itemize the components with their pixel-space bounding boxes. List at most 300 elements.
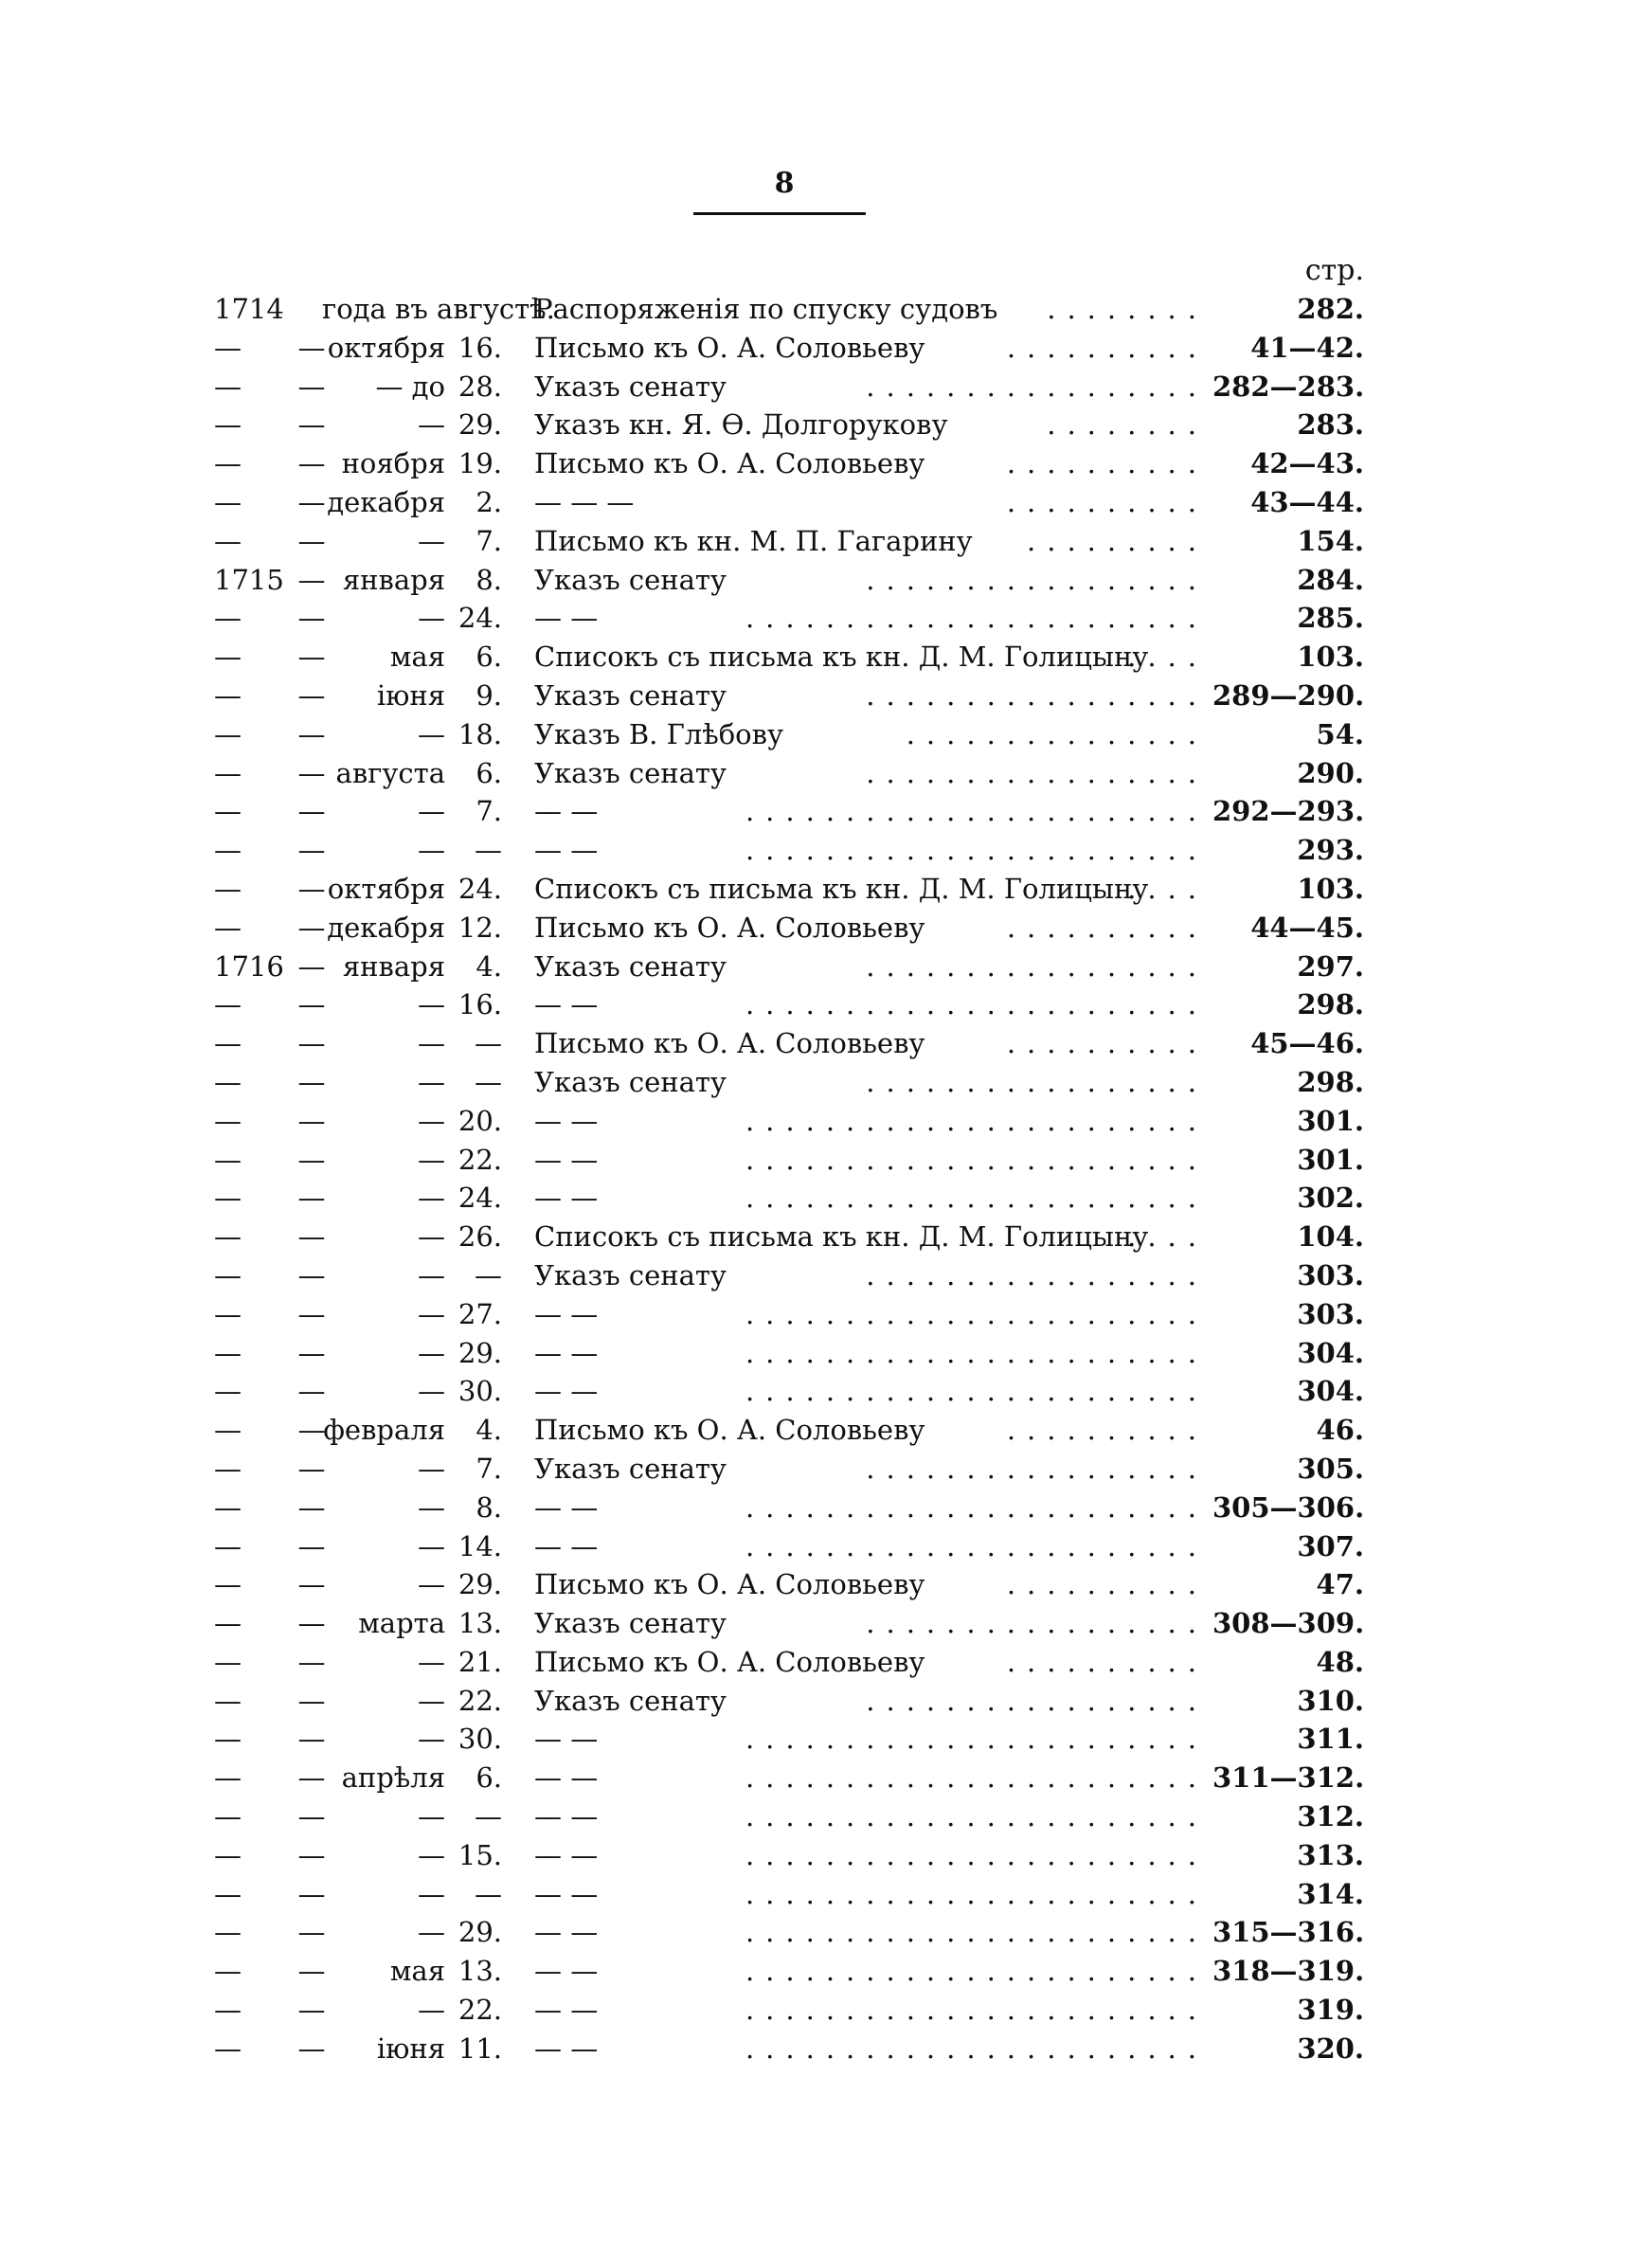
entry-title: — —: [534, 1994, 599, 2027]
entry-leader-dots: ....: [1127, 641, 1208, 674]
entry-month: —: [418, 1838, 445, 1871]
entry-day: 14.: [458, 1529, 502, 1562]
entry-month: іюня: [376, 678, 445, 712]
entry-day: 8.: [476, 563, 502, 596]
entry-page-ref: 154.: [1297, 524, 1364, 557]
toc-row: [0, 831, 1652, 870]
entry-title: Письмо къ О. А. Соловьеву: [534, 1645, 925, 1678]
entry-title: — —: [534, 1838, 599, 1871]
entry-page-ref: 44—45.: [1250, 911, 1364, 944]
entry-month: —: [418, 1182, 445, 1215]
entry-day: 6.: [476, 641, 502, 674]
entry-page-ref: 283.: [1297, 408, 1364, 442]
entry-day: —: [475, 834, 502, 867]
entry-day: 27.: [458, 1297, 502, 1330]
entry-leader-dots: ..........: [1006, 447, 1208, 480]
entry-year: —: [214, 370, 242, 403]
entry-year-ditto: —: [297, 1027, 326, 1060]
entry-page-ref: 282.: [1297, 293, 1364, 325]
entry-title: Указъ сенату: [534, 563, 727, 596]
entry-leader-dots: .................: [866, 1452, 1208, 1485]
toc-row: [0, 329, 1652, 368]
entry-title: Письмо къ О. А. Соловьеву: [534, 447, 925, 480]
entry-day: 24.: [458, 872, 502, 905]
entry-title: Письмо къ О. А. Соловьеву: [534, 1027, 925, 1060]
entry-leader-dots: .......................: [745, 1375, 1208, 1408]
entry-month: —: [418, 1645, 445, 1678]
toc-row: [0, 909, 1652, 948]
entry-day: 8.: [476, 1490, 502, 1524]
entry-year-ditto: —: [297, 1838, 326, 1871]
toc-row: [0, 1489, 1652, 1527]
entry-year-ditto: —: [297, 1645, 326, 1678]
toc-row: [0, 1218, 1652, 1256]
entry-year-ditto: —: [297, 1336, 326, 1369]
entry-year: —: [214, 1220, 242, 1254]
entry-year: —: [214, 1143, 242, 1176]
entry-page-ref: 308—309.: [1212, 1607, 1365, 1640]
entry-day: 22.: [458, 1994, 502, 2027]
entry-year-ditto: —: [297, 795, 326, 828]
entry-year: —: [214, 1414, 242, 1447]
entry-title: Указъ сенату: [534, 678, 727, 712]
page-column-header: стр.: [1304, 254, 1364, 287]
entry-month: декабря: [327, 485, 445, 518]
entry-year-ditto: —: [297, 949, 326, 983]
entry-leader-dots: .......................: [745, 602, 1208, 635]
entry-month: февраля: [323, 1414, 445, 1447]
entry-year-ditto: —: [297, 1568, 326, 1601]
entry-page-ref: 285.: [1297, 602, 1364, 635]
entry-title: Письмо къ кн. М. П. Гагарину: [534, 524, 973, 557]
entry-year-ditto: —: [297, 911, 326, 944]
entry-year-ditto: —: [297, 2031, 326, 2065]
entry-leader-dots: ..........: [1006, 485, 1208, 518]
toc-row: [0, 1797, 1652, 1836]
entry-day: 24.: [458, 602, 502, 635]
entry-month: декабря: [327, 911, 445, 944]
entry-year: —: [214, 1490, 242, 1524]
entry-year-ditto: —: [297, 1607, 326, 1640]
entry-page-ref: 301.: [1297, 1143, 1364, 1176]
entry-year: —: [214, 678, 242, 712]
entry-title: Указъ кн. Я. Ѳ. Долгорукову: [534, 408, 948, 442]
entry-month: —: [418, 1490, 445, 1524]
entry-day: —: [475, 1800, 502, 1833]
entry-leader-dots: .......................: [745, 1723, 1208, 1756]
entry-page-ref: 293.: [1297, 834, 1364, 867]
entry-title: — —: [534, 795, 599, 828]
entry-leader-dots: .................: [866, 949, 1208, 983]
entry-month: ноября: [341, 447, 445, 480]
entry-year: —: [214, 524, 242, 557]
entry-leader-dots: .......................: [745, 1877, 1208, 1910]
entry-year-ditto: —: [297, 1800, 326, 1833]
entry-page-ref: 320.: [1297, 2031, 1364, 2065]
entry-page-ref: 298.: [1297, 988, 1364, 1021]
entry-leader-dots: ..........: [1006, 1645, 1208, 1678]
entry-page-ref: 303.: [1297, 1297, 1364, 1330]
entry-month: —: [418, 1723, 445, 1756]
entry-page-ref: 313.: [1297, 1838, 1364, 1871]
entry-page-ref: 311—312.: [1212, 1761, 1365, 1795]
entry-page-ref: 282—283.: [1212, 370, 1365, 403]
entry-year-ditto: —: [297, 408, 326, 442]
entry-month: октября: [327, 331, 445, 364]
entry-year-ditto: —: [297, 1490, 326, 1524]
entry-month: января: [342, 563, 445, 596]
entry-month: —: [418, 1336, 445, 1369]
entry-page-ref: 43—44.: [1250, 485, 1364, 518]
entry-leader-dots: .................: [866, 678, 1208, 712]
toc-row: [0, 948, 1652, 986]
toc-row: [0, 1720, 1652, 1759]
toc-row: [0, 444, 1652, 483]
toc-row: [0, 1759, 1652, 1797]
entry-title: — —: [534, 1800, 599, 1833]
entry-page-ref: 305.: [1297, 1452, 1364, 1485]
entry-day: 28.: [458, 370, 502, 403]
entry-leader-dots: .......................: [745, 988, 1208, 1021]
entry-day: 30.: [458, 1375, 502, 1408]
entry-title: — —: [534, 1529, 599, 1562]
entry-day: 6.: [476, 1761, 502, 1795]
entry-month: —: [418, 1143, 445, 1176]
entry-month: —: [418, 602, 445, 635]
entry-page-ref: 311.: [1297, 1723, 1364, 1756]
entry-day: 9.: [476, 678, 502, 712]
entry-leader-dots: .......................: [745, 1916, 1208, 1949]
entry-year: —: [214, 1994, 242, 2027]
entry-year: —: [214, 834, 242, 867]
entry-year: —: [214, 1529, 242, 1562]
entry-month: марта: [358, 1607, 445, 1640]
toc-row: [0, 1565, 1652, 1604]
toc-row: [0, 1991, 1652, 2030]
entry-title: Указъ сенату: [534, 756, 727, 789]
toc-row: [0, 638, 1652, 677]
entry-leader-dots: ..........: [1006, 1568, 1208, 1601]
entry-title: Распоряженія по спуску судовъ: [534, 293, 998, 325]
toc-row: [0, 599, 1652, 638]
entry-day: 4.: [476, 1414, 502, 1447]
entry-leader-dots: .......................: [745, 1104, 1208, 1137]
entry-year-ditto: —: [297, 834, 326, 867]
entry-leader-dots: .......................: [745, 1838, 1208, 1871]
toc-row: [0, 792, 1652, 831]
entry-year-ditto: —: [297, 1452, 326, 1485]
entry-leader-dots: .................: [866, 370, 1208, 403]
toc-row: [0, 1179, 1652, 1218]
toc-row: [0, 406, 1652, 444]
entry-leader-dots: .......................: [745, 795, 1208, 828]
entry-year: —: [214, 1027, 242, 1060]
entry-month: —: [418, 1258, 445, 1291]
entry-day: 2.: [476, 485, 502, 518]
entry-page-ref: 46.: [1316, 1414, 1364, 1447]
entry-year: —: [214, 1297, 242, 1330]
entry-day: 21.: [458, 1645, 502, 1678]
entry-title: Указъ сенату: [534, 949, 727, 983]
entry-leader-dots: ..........: [1006, 1027, 1208, 1060]
toc-row: [0, 1836, 1652, 1875]
entry-page-ref: 42—43.: [1250, 447, 1364, 480]
entry-month: іюня: [376, 2031, 445, 2065]
entry-page-ref: 304.: [1297, 1375, 1364, 1408]
entry-day: 29.: [458, 1568, 502, 1601]
toc-row: [0, 1295, 1652, 1334]
entry-year: —: [214, 911, 242, 944]
entry-year-ditto: —: [297, 563, 326, 596]
entry-month: —: [418, 1800, 445, 1833]
entry-year: 1715: [214, 563, 284, 596]
entry-page-ref: 41—42.: [1250, 331, 1364, 364]
entry-page-ref: 292—293.: [1212, 795, 1365, 828]
entry-title: — —: [534, 1182, 599, 1215]
entry-year: —: [214, 1452, 242, 1485]
entry-month: —: [418, 408, 445, 442]
toc-row: [0, 1063, 1652, 1102]
entry-month: апрѣля: [341, 1761, 445, 1795]
entry-page-ref: 301.: [1297, 1104, 1364, 1137]
entry-month: —: [418, 524, 445, 557]
toc-row: [0, 1141, 1652, 1180]
toc-row: [0, 1450, 1652, 1489]
toc-row: [0, 677, 1652, 715]
entry-leader-dots: .......................: [745, 2031, 1208, 2065]
entry-page-ref: 314.: [1297, 1877, 1364, 1910]
entry-page-ref: 48.: [1316, 1645, 1364, 1678]
entry-year: —: [214, 1258, 242, 1291]
entry-year: —: [214, 717, 242, 750]
entry-year-ditto: —: [297, 1723, 326, 1756]
entry-page-ref: 318—319.: [1212, 1955, 1365, 1988]
entry-month: —: [418, 1877, 445, 1910]
toc-row: [0, 1952, 1652, 1991]
entry-title: Указъ сенату: [534, 1258, 727, 1291]
entry-title: — —: [534, 1916, 599, 1949]
entry-year: —: [214, 408, 242, 442]
entry-leader-dots: ........: [1047, 293, 1208, 325]
entry-year-ditto: —: [297, 641, 326, 674]
entry-page-ref: 104.: [1297, 1220, 1364, 1254]
toc-row: [0, 985, 1652, 1024]
entry-leader-dots: .......................: [745, 834, 1208, 867]
toc-row: [0, 1372, 1652, 1411]
entry-page-ref: 319.: [1297, 1994, 1364, 2027]
entry-year: —: [214, 602, 242, 635]
entry-month: января: [342, 949, 445, 983]
entry-title: — —: [534, 1375, 599, 1408]
entry-title: — —: [534, 1143, 599, 1176]
entry-year-ditto: —: [297, 1414, 326, 1447]
toc-row: [0, 2030, 1652, 2068]
entry-day: —: [475, 1877, 502, 1910]
entry-day: 15.: [458, 1838, 502, 1871]
entry-title: Письмо къ О. А. Соловьеву: [534, 1414, 925, 1447]
entry-year-ditto: —: [297, 1877, 326, 1910]
toc-row: [0, 1256, 1652, 1295]
entry-year: —: [214, 795, 242, 828]
toc-row: [0, 561, 1652, 600]
toc-row: [0, 1643, 1652, 1682]
entry-leader-dots: .................: [866, 1065, 1208, 1098]
entry-month: года въ августѣ.: [322, 293, 555, 325]
entry-title: Письмо къ О. А. Соловьеву: [534, 331, 925, 364]
entry-month: —: [418, 1529, 445, 1562]
entry-year: —: [214, 1375, 242, 1408]
entry-month: —: [418, 795, 445, 828]
entry-title: Указъ сенату: [534, 1452, 727, 1485]
entry-page-ref: 47.: [1316, 1568, 1364, 1601]
entry-month: мая: [389, 641, 445, 674]
entry-title: Указъ сенату: [534, 370, 727, 403]
entry-year: —: [214, 1916, 242, 1949]
entry-leader-dots: ..........: [1006, 911, 1208, 944]
entry-page-ref: 302.: [1297, 1182, 1364, 1215]
entry-month: —: [418, 1104, 445, 1137]
toc-row: [0, 1411, 1652, 1450]
entry-year: —: [214, 1800, 242, 1833]
entry-day: 7.: [476, 524, 502, 557]
entry-title: — —: [534, 988, 599, 1021]
entry-day: 13.: [458, 1607, 502, 1640]
entry-title: — —: [534, 834, 599, 867]
entry-leader-dots: ........: [1047, 408, 1208, 442]
entry-day: 29.: [458, 1916, 502, 1949]
entry-month: —: [418, 1027, 445, 1060]
entry-day: 26.: [458, 1220, 502, 1254]
entry-page-ref: 290.: [1297, 756, 1364, 789]
entry-year: —: [214, 756, 242, 789]
toc-row: [0, 1875, 1652, 1914]
entry-month: августа: [335, 756, 445, 789]
entry-year: —: [214, 1065, 242, 1098]
entry-leader-dots: .......................: [745, 1800, 1208, 1833]
entry-year-ditto: —: [297, 1182, 326, 1215]
entry-year-ditto: —: [297, 1529, 326, 1562]
entry-title: Указъ сенату: [534, 1607, 727, 1640]
page-number-rule: [693, 212, 866, 215]
entry-leader-dots: .......................: [745, 1955, 1208, 1988]
toc-row: [0, 1682, 1652, 1721]
entry-day: —: [475, 1065, 502, 1098]
entry-year-ditto: —: [297, 1104, 326, 1137]
entry-day: —: [475, 1258, 502, 1291]
entry-page-ref: 45—46.: [1250, 1027, 1364, 1060]
entry-month: —: [418, 1994, 445, 2027]
entry-leader-dots: .......................: [745, 1529, 1208, 1562]
toc-list: [0, 290, 1652, 2068]
entry-day: 16.: [458, 331, 502, 364]
entry-year-ditto: —: [297, 1375, 326, 1408]
entry-day: 7.: [476, 795, 502, 828]
entry-title: — —: [534, 1297, 599, 1330]
entry-title: — —: [534, 1723, 599, 1756]
entry-year: —: [214, 988, 242, 1021]
entry-year-ditto: —: [297, 602, 326, 635]
entry-month: —: [418, 1684, 445, 1717]
entry-year: —: [214, 872, 242, 905]
toc-row: [0, 1604, 1652, 1643]
entry-title: Письмо къ О. А. Соловьеву: [534, 911, 925, 944]
entry-day: 29.: [458, 1336, 502, 1369]
entry-page-ref: 54.: [1316, 717, 1364, 750]
entry-year: —: [214, 447, 242, 480]
entry-year: —: [214, 1607, 242, 1640]
toc-row: [0, 483, 1652, 522]
entry-month: —: [418, 717, 445, 750]
entry-year-ditto: —: [297, 1297, 326, 1330]
page-number: 8: [774, 167, 795, 200]
toc-row: [0, 1102, 1652, 1141]
entry-year: —: [214, 1568, 242, 1601]
entry-day: 29.: [458, 408, 502, 442]
entry-day: 6.: [476, 756, 502, 789]
entry-leader-dots: ...............: [906, 717, 1208, 750]
entry-month: —: [418, 1375, 445, 1408]
entry-leader-dots: .................: [866, 563, 1208, 596]
entry-title: Списокъ съ письма къ кн. Д. М. Голицыну: [534, 641, 1149, 674]
entry-title: Списокъ съ письма къ кн. Д. М. Голицыну: [534, 872, 1149, 905]
entry-page-ref: 284.: [1297, 563, 1364, 596]
entry-title: Указъ В. Глѣбову: [534, 717, 784, 750]
entry-day: 7.: [476, 1452, 502, 1485]
entry-year-ditto: —: [297, 756, 326, 789]
entry-year: —: [214, 331, 242, 364]
entry-leader-dots: .......................: [745, 1143, 1208, 1176]
entry-day: 20.: [458, 1104, 502, 1137]
toc-row: [0, 522, 1652, 561]
entry-year: —: [214, 641, 242, 674]
entry-day: 19.: [458, 447, 502, 480]
entry-year-ditto: —: [297, 485, 326, 518]
entry-year: —: [214, 1723, 242, 1756]
entry-year-ditto: —: [297, 1258, 326, 1291]
entry-title: Письмо къ О. А. Соловьеву: [534, 1568, 925, 1601]
entry-year-ditto: —: [297, 678, 326, 712]
toc-row: [0, 1334, 1652, 1373]
entry-year: —: [214, 2031, 242, 2065]
entry-page-ref: 103.: [1297, 641, 1364, 674]
entry-year: —: [214, 1336, 242, 1369]
entry-leader-dots: .......................: [745, 1297, 1208, 1330]
entry-leader-dots: .................: [866, 1258, 1208, 1291]
toc-row: [0, 754, 1652, 793]
entry-leader-dots: ....: [1127, 1220, 1208, 1254]
entry-year-ditto: —: [297, 1916, 326, 1949]
entry-year-ditto: —: [297, 331, 326, 364]
entry-title: — —: [534, 1104, 599, 1137]
entry-title: — —: [534, 1336, 599, 1369]
entry-year-ditto: —: [297, 1065, 326, 1098]
entry-year-ditto: —: [297, 447, 326, 480]
entry-day: 11.: [458, 2031, 502, 2065]
entry-month: —: [418, 1297, 445, 1330]
entry-year-ditto: —: [297, 1761, 326, 1795]
entry-leader-dots: ..........: [1006, 331, 1208, 364]
entry-year-ditto: —: [297, 872, 326, 905]
entry-leader-dots: .......................: [745, 1336, 1208, 1369]
entry-day: 4.: [476, 949, 502, 983]
entry-leader-dots: .......................: [745, 1490, 1208, 1524]
entry-leader-dots: ..........: [1006, 1414, 1208, 1447]
entry-title: — —: [534, 2031, 599, 2065]
entry-month: —: [418, 1452, 445, 1485]
entry-year: —: [214, 1761, 242, 1795]
entry-leader-dots: ....: [1127, 872, 1208, 905]
entry-day: 30.: [458, 1723, 502, 1756]
